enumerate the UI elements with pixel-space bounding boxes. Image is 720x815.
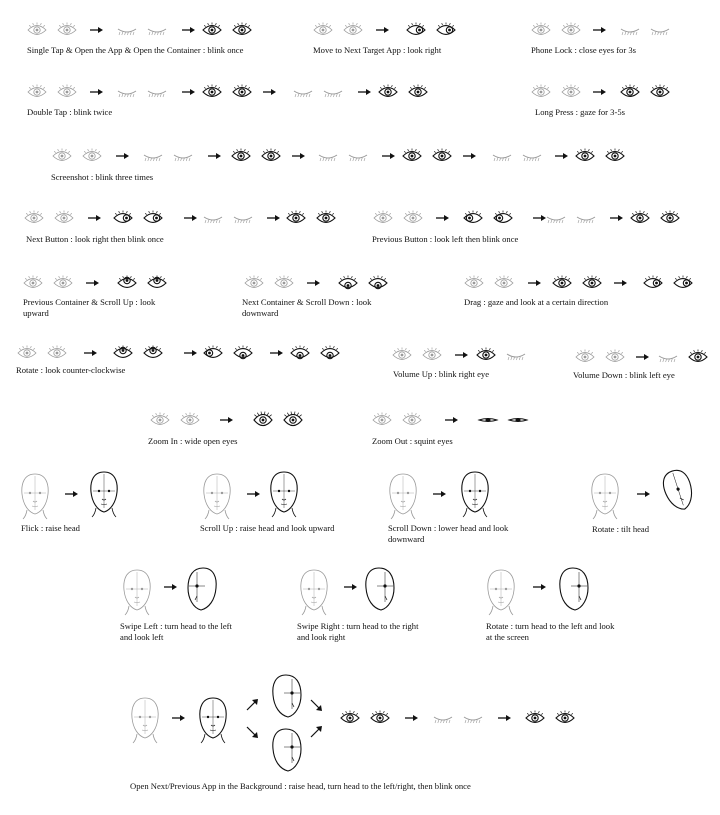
closed-eye-icon <box>145 22 169 38</box>
eye-icon <box>371 210 395 226</box>
arrow-icon <box>445 416 458 424</box>
eye-icon <box>341 22 365 38</box>
eye-icon <box>251 412 275 428</box>
eye-icon <box>474 347 498 363</box>
arrow-icon <box>344 583 357 591</box>
closed-eye-icon <box>504 347 528 363</box>
eye-icon <box>336 275 360 291</box>
eye-icon <box>559 84 583 100</box>
head-icon <box>196 696 230 744</box>
arrow-icon <box>247 490 260 498</box>
label-flick: Flick : raise head <box>21 523 80 533</box>
label-move-next-app: Move to Next Target App : look right <box>313 45 442 55</box>
eye-icon <box>434 22 458 38</box>
closed-eye-icon <box>115 84 139 100</box>
arrow-icon <box>184 214 197 222</box>
arrow-icon <box>88 214 101 222</box>
eye-icon <box>272 275 296 291</box>
head-icon <box>557 566 591 614</box>
eye-icon <box>111 345 135 361</box>
label-previous-button: Previous Button : look left then blink once <box>372 234 519 244</box>
arrow-icon <box>270 349 283 357</box>
closed-eye-icon <box>115 22 139 38</box>
eye-icon <box>288 345 312 361</box>
arrow-icon <box>555 152 568 160</box>
eye-icon <box>230 84 254 100</box>
eye-icon <box>400 412 424 428</box>
head-icon <box>588 472 622 520</box>
eye-icon <box>553 710 577 726</box>
arrow-icon <box>182 26 195 34</box>
label-zoom-out: Zoom Out : squint eyes <box>372 436 453 446</box>
head-icon <box>458 470 492 518</box>
head-icon <box>297 568 331 616</box>
arrow-icon <box>208 152 221 160</box>
eye-icon <box>618 84 642 100</box>
eye-icon <box>25 22 49 38</box>
closed-eye-icon <box>461 710 485 726</box>
eye-icon <box>22 210 46 226</box>
arrow-icon <box>636 353 649 361</box>
eye-icon <box>658 210 682 226</box>
eye-icon <box>229 148 253 164</box>
arrow-icon <box>610 214 623 222</box>
eye-icon <box>476 412 500 428</box>
label-long-press: Long Press : gaze for 3-5s <box>535 107 625 117</box>
arrow-icon <box>263 88 276 96</box>
closed-eye-icon <box>171 148 195 164</box>
label-zoom-in: Zoom In : wide open eyes <box>148 436 238 446</box>
arrow-icon <box>637 490 650 498</box>
closed-eye-icon <box>656 349 680 365</box>
eye-icon <box>366 275 390 291</box>
head-icon <box>270 727 304 775</box>
arrow-icon <box>184 349 197 357</box>
eye-icon <box>603 349 627 365</box>
arrow-icon <box>310 699 323 712</box>
closed-eye-icon <box>201 210 225 226</box>
label-screenshot: Screenshot : blink three times <box>51 172 154 182</box>
arrow-icon <box>433 490 446 498</box>
eye-icon <box>200 22 224 38</box>
closed-eye-icon <box>145 84 169 100</box>
label-previous-container: Previous Container & Scroll Up : look upward <box>23 297 156 318</box>
label-phone-lock: Phone Lock : close eyes for 3s <box>531 45 637 55</box>
eye-icon <box>51 275 75 291</box>
eye-icon <box>370 412 394 428</box>
eye-icon <box>580 275 604 291</box>
label-next-container: Next Container & Scroll Down : look downward <box>242 297 372 318</box>
arrow-icon <box>292 152 305 160</box>
eye-icon <box>314 210 338 226</box>
eye-icon <box>200 84 224 100</box>
arrow-icon <box>498 714 511 722</box>
closed-eye-icon <box>291 84 315 100</box>
label-volume-up: Volume Up : blink right eye <box>393 369 490 379</box>
arrow-icon <box>405 714 418 722</box>
eye-icon <box>25 84 49 100</box>
arrow-icon <box>90 88 103 96</box>
eye-icon <box>628 210 652 226</box>
eye-icon <box>15 345 39 361</box>
head-icon <box>267 470 301 518</box>
head-icon <box>200 472 234 520</box>
eye-icon <box>603 148 627 164</box>
eye-icon <box>404 22 428 38</box>
closed-eye-icon <box>316 148 340 164</box>
eye-icon <box>573 148 597 164</box>
head-icon <box>363 566 397 614</box>
eye-icon <box>529 22 553 38</box>
eye-icon <box>148 412 172 428</box>
eye-icon <box>141 210 165 226</box>
arrow-icon <box>267 214 280 222</box>
eye-icon <box>115 275 139 291</box>
eye-icon <box>201 345 225 361</box>
arrow-icon <box>84 349 97 357</box>
eye-icon <box>430 148 454 164</box>
label-rotate-tilt: Rotate : tilt head <box>592 524 650 534</box>
eye-icon <box>141 345 165 361</box>
closed-eye-icon <box>574 210 598 226</box>
arrow-icon <box>358 88 371 96</box>
eye-icon <box>573 349 597 365</box>
eye-icon <box>145 275 169 291</box>
closed-eye-icon <box>231 210 255 226</box>
closed-eye-icon <box>544 210 568 226</box>
eye-icon <box>281 412 305 428</box>
arrow-icon <box>533 583 546 591</box>
arrow-icon <box>382 152 395 160</box>
arrow-icon <box>86 279 99 287</box>
eye-icon <box>21 275 45 291</box>
label-scroll-up: Scroll Up : raise head and look upward <box>200 523 335 533</box>
eye-icon <box>523 710 547 726</box>
eye-icon <box>506 412 530 428</box>
eye-icon <box>111 210 135 226</box>
head-icon <box>120 568 154 616</box>
arrow-icon <box>116 152 129 160</box>
eye-icon <box>671 275 695 291</box>
arrow-icon <box>455 351 468 359</box>
eye-icon <box>230 22 254 38</box>
eye-icon <box>231 345 255 361</box>
head-icon <box>18 472 52 520</box>
eye-icon <box>50 148 74 164</box>
label-drag: Drag : gaze and look at a certain direction <box>464 297 609 307</box>
closed-eye-icon <box>520 148 544 164</box>
arrow-icon <box>172 714 185 722</box>
eye-icon <box>641 275 665 291</box>
label-scroll-down: Scroll Down : lower head and look downward <box>388 523 509 544</box>
eye-icon <box>462 275 486 291</box>
arrow-icon <box>307 279 320 287</box>
arrow-icon <box>220 416 233 424</box>
closed-eye-icon <box>346 148 370 164</box>
eye-icon <box>559 22 583 38</box>
eye-icon <box>55 84 79 100</box>
eye-icon <box>648 84 672 100</box>
arrow-icon <box>376 26 389 34</box>
arrow-icon <box>593 88 606 96</box>
head-icon <box>662 468 696 516</box>
arrow-icon <box>463 152 476 160</box>
eye-icon <box>318 345 342 361</box>
arrow-icon <box>310 726 323 739</box>
label-volume-down: Volume Down : blink left eye <box>573 370 675 380</box>
head-icon <box>128 696 162 744</box>
arrow-icon <box>593 26 606 34</box>
eye-icon <box>420 347 444 363</box>
eye-icon <box>338 710 362 726</box>
closed-eye-icon <box>490 148 514 164</box>
eye-icon <box>550 275 574 291</box>
eye-icon <box>406 84 430 100</box>
label-rotate-turn: Rotate : turn head to the left and look at the screen <box>486 621 615 642</box>
eye-icon <box>400 148 424 164</box>
arrow-icon <box>614 279 627 287</box>
arrow-icon <box>246 699 259 712</box>
label-swipe-right: Swipe Right : turn head to the right and look right <box>297 621 419 642</box>
closed-eye-icon <box>431 710 455 726</box>
label-double-tap: Double Tap : blink twice <box>27 107 113 117</box>
label-swipe-left: Swipe Left : turn head to the left and look left <box>120 621 232 642</box>
eye-icon <box>242 275 266 291</box>
eye-icon <box>284 210 308 226</box>
eye-icon <box>492 275 516 291</box>
eye-icon <box>178 412 202 428</box>
eye-icon <box>52 210 76 226</box>
closed-eye-icon <box>141 148 165 164</box>
arrow-icon <box>246 726 259 739</box>
eye-icon <box>491 210 515 226</box>
head-icon <box>386 472 420 520</box>
eye-icon <box>461 210 485 226</box>
label-open-background: Open Next/Previous App in the Background : raise head, turn head to the left/right, then blink once <box>130 781 471 791</box>
eye-icon <box>368 710 392 726</box>
head-icon <box>185 566 219 614</box>
eye-icon <box>686 349 710 365</box>
closed-eye-icon <box>321 84 345 100</box>
closed-eye-icon <box>618 22 642 38</box>
arrow-icon <box>528 279 541 287</box>
eye-icon <box>311 22 335 38</box>
eye-icon <box>259 148 283 164</box>
head-icon <box>87 470 121 518</box>
eye-icon <box>529 84 553 100</box>
eye-icon <box>80 148 104 164</box>
label-rotate-eyes: Rotate : look counter-clockwise <box>16 365 126 375</box>
label-next-button: Next Button : look right then blink once <box>26 234 164 244</box>
label-single-tap: Single Tap & Open the App & Open the Container : blink once <box>27 45 244 55</box>
eye-icon <box>390 347 414 363</box>
eye-icon <box>376 84 400 100</box>
closed-eye-icon <box>648 22 672 38</box>
eye-icon <box>45 345 69 361</box>
arrow-icon <box>90 26 103 34</box>
head-icon <box>270 673 304 721</box>
head-icon <box>484 568 518 616</box>
eye-icon <box>401 210 425 226</box>
arrow-icon <box>65 490 78 498</box>
arrow-icon <box>436 214 449 222</box>
eye-icon <box>55 22 79 38</box>
arrow-icon <box>182 88 195 96</box>
arrow-icon <box>164 583 177 591</box>
